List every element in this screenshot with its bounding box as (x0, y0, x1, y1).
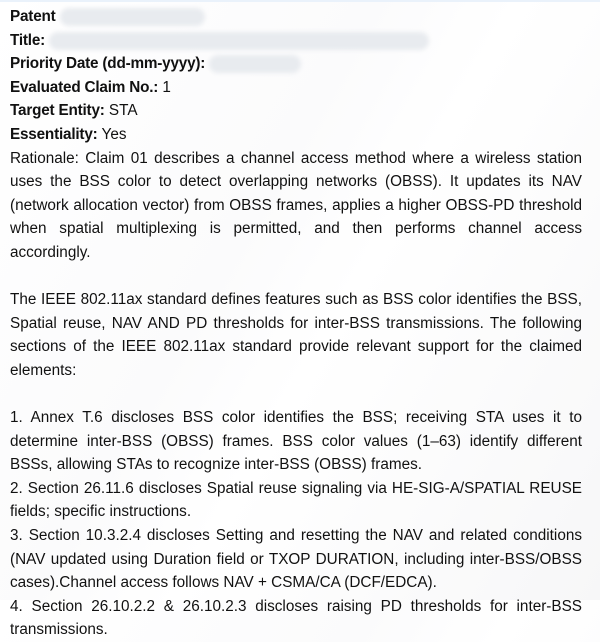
patent-row (10, 5, 582, 29)
essentiality-value: Yes (101, 125, 127, 143)
claim-row (10, 76, 582, 100)
essentiality-label: Essentiality: (10, 125, 98, 143)
essentiality-row (10, 123, 582, 147)
entity-row (10, 99, 582, 123)
list-item: 2. Section 26.11.6 discloses Spatial reuse signaling via HE-SIG-A/SPATIAL REUSE fields; specific instructions. (10, 479, 582, 521)
list-item: 3. Section 10.3.2.4 discloses Setting and resetting the NAV and related conditions (NAV updated using Duration field or TXOP DURATION, including inter-BSS/OBSS cases).Channel access follows NAV + CSMA/CA (DCF/EDCA). (10, 527, 582, 592)
claim-label: Evaluated Claim No.: (10, 78, 159, 96)
title-label: Title: (10, 31, 46, 49)
claim-value: 1 (162, 78, 171, 96)
rationale-paragraph: Rationale: Claim 01 describes a channel access method where a wireless station uses the BSS color to detect overlapping networks (OBSS). It updates its NAV (network allocation vector) from OBSS frames, applies a higher OBSS-PD threshold when spatial multiplexing is permitted, and then performs channel access accordingly. (10, 149, 582, 261)
intro-paragraph: The IEEE 802.11ax standard defines features such as BSS color identifies the BSS, Spatial reuse, NAV AND PD thresholds for inter-BSS transmissions. The following sections of the IEEE 802.11ax standard provide relevant support for the claimed elements: (10, 291, 582, 379)
redacted-patent-number (60, 8, 205, 26)
redacted-title (49, 32, 429, 50)
list-item: 4. Section 26.10.2.2 & 26.10.2.3 discloses raising PD thresholds for inter-BSS transmissions. (10, 597, 582, 639)
list-item: 1. Annex T.6 discloses BSS color identifies the BSS; receiving STA uses it to determine inter-BSS (OBSS) frames. BSS color values (1–63) identify different BSSs, allowing STAs to recognize inter-BSS (OBSS) frames. (10, 409, 582, 474)
title-row (10, 29, 582, 53)
document (10, 5, 582, 642)
patent-label: Patent (10, 8, 56, 25)
redacted-priority-date (209, 55, 301, 73)
entity-value: STA (108, 102, 138, 120)
priority-row (10, 52, 582, 76)
entity-label: Target Entity: (10, 102, 105, 120)
priority-label: Priority Date (dd-mm-yyyy): (10, 55, 206, 73)
